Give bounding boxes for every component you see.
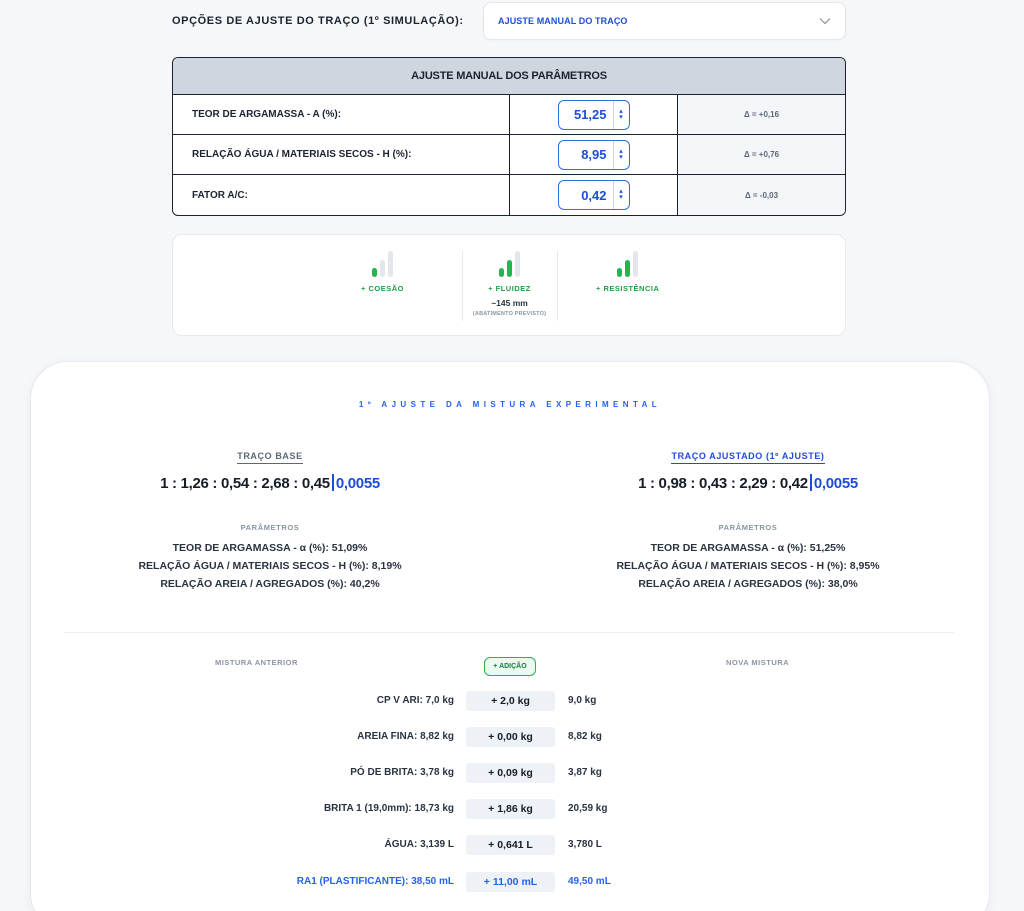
signal-bars-icon — [499, 251, 520, 277]
stepper-arrows-icon[interactable]: ▴ ▾ — [613, 141, 629, 169]
indicator-note: (ABATIMENTO PREVISTO) — [472, 311, 547, 317]
mix-previous: AREIA FINA: 8,82 kg — [357, 731, 454, 742]
stepper-value: 8,95 — [581, 147, 607, 162]
stepper-value: 0,42 — [581, 187, 607, 203]
mix-previous: RA1 (PLASTIFICANTE): 38,50 mL — [296, 876, 454, 887]
mix-addition: + 11,00 mL — [466, 872, 555, 892]
mix-previous: PÓ DE BRITA: 3,78 kg — [350, 767, 454, 778]
water-ratio-stepper[interactable] — [558, 140, 630, 170]
params-label: PARÂMETROS — [718, 523, 778, 532]
mix-row — [31, 799, 991, 819]
adjust-options-select[interactable] — [483, 2, 846, 40]
indicator-label: + FLUIDEZ — [488, 284, 531, 293]
adjust-options-selected: AJUSTE MANUAL DO TRAÇO — [498, 16, 628, 26]
param-line: RELAÇÃO ÁGUA / MATERIAIS SECOS - H (%): 8,19% — [138, 560, 402, 572]
divider — [462, 251, 463, 321]
previous-mix-header: MISTURA ANTERIOR — [215, 658, 298, 667]
indicator-fluidity — [472, 251, 547, 317]
param-label: FATOR A/C: — [173, 175, 510, 215]
param-line: TEOR DE ARGAMASSA - α (%): 51,09% — [172, 542, 368, 554]
signal-bars-icon — [617, 251, 638, 277]
addition-badge: + ADIÇÃO — [484, 657, 536, 676]
mortar-content-stepper[interactable] — [558, 100, 630, 130]
wc-factor-stepper[interactable] — [558, 180, 630, 210]
mix-previous: CP V ARI: 7,0 kg — [376, 695, 454, 706]
stepper-arrows-icon[interactable]: ▴ ▾ — [613, 181, 629, 209]
adjusted-trace-value — [528, 474, 968, 492]
param-line: RELAÇÃO AREIA / AGREGADOS (%): 40,2% — [160, 578, 380, 590]
indicator-cohesion — [361, 251, 404, 293]
adjusted-trace-label: TRAÇO AJUSTADO (1º AJUSTE) — [671, 451, 824, 464]
mix-adjustment-card — [30, 361, 990, 911]
trace-additive: 0,0055 — [813, 475, 858, 492]
adjust-options-label: OPÇÕES DE AJUSTE DO TRAÇO (1º SIMULAÇÃO): — [172, 15, 464, 27]
mix-row — [31, 727, 991, 747]
manual-params-title: AJUSTE MANUAL DOS PARÂMETROS — [173, 58, 845, 95]
param-line: RELAÇÃO AREIA / AGREGADOS (%): 38,0% — [638, 578, 858, 590]
new-mix-header: NOVA MISTURA — [726, 658, 790, 667]
mix-previous: ÁGUA: 3,139 L — [384, 839, 454, 850]
indicators-card — [172, 234, 846, 336]
adjusted-trace-column — [528, 446, 968, 590]
base-trace-label: TRAÇO BASE — [237, 451, 303, 464]
mix-addition: + 1,86 kg — [466, 799, 555, 819]
mix-addition: + 0,641 L — [466, 835, 555, 855]
trace-separator — [810, 474, 812, 491]
mix-addition: + 0,09 kg — [466, 763, 555, 783]
mix-addition: + 2,0 kg — [466, 691, 555, 711]
mix-row-plasticizer — [31, 872, 991, 892]
indicator-value: ~145 mm — [491, 298, 528, 308]
trace-separator — [332, 474, 334, 491]
param-line: RELAÇÃO ÁGUA / MATERIAIS SECOS - H (%): 8,95% — [616, 560, 880, 572]
base-trace-value — [50, 474, 490, 492]
param-delta: Δ = +0,76 — [678, 135, 845, 174]
base-trace-column — [50, 446, 490, 590]
mix-row — [31, 835, 991, 855]
indicator-label: + COESÃO — [361, 284, 404, 293]
param-delta: Δ = -0,03 — [678, 175, 845, 215]
adjust-options-row — [172, 2, 846, 40]
mix-addition: + 0,00 kg — [466, 727, 555, 747]
param-label: TEOR DE ARGAMASSA - A (%): — [173, 95, 510, 134]
param-label: RELAÇÃO ÁGUA / MATERIAIS SECOS - H (%): — [173, 135, 510, 174]
chevron-down-icon — [819, 17, 831, 25]
mix-row — [31, 691, 991, 711]
mix-new: 49,50 mL — [568, 876, 611, 887]
param-line: TEOR DE ARGAMASSA - α (%): 51,25% — [650, 542, 846, 554]
stepper-arrows-icon[interactable]: ▴ ▾ — [613, 101, 629, 129]
mix-new: 8,82 kg — [568, 731, 602, 742]
param-row-water — [173, 135, 845, 175]
params-label: PARÂMETROS — [240, 523, 300, 532]
mix-new: 3,87 kg — [568, 767, 602, 778]
trace-ratio: 1 : 0,98 : 0,43 : 2,29 : 0,42 — [638, 475, 808, 492]
indicator-resistance — [596, 251, 659, 293]
divider — [557, 251, 558, 321]
mix-previous: BRITA 1 (19,0mm): 18,73 kg — [323, 803, 454, 814]
section-divider — [64, 632, 954, 633]
signal-bars-icon — [372, 251, 393, 277]
trace-additive: 0,0055 — [335, 475, 380, 492]
trace-ratio: 1 : 1,26 : 0,54 : 2,68 : 0,45 — [160, 475, 330, 492]
card-title: 1º AJUSTE DA MISTURA EXPERIMENTAL — [358, 400, 662, 409]
stepper-value: 51,25 — [573, 107, 607, 122]
mix-new: 3,780 L — [568, 839, 602, 850]
param-delta: Δ = +0,16 — [678, 95, 845, 134]
param-row-mortar — [173, 95, 845, 135]
manual-params-table — [172, 57, 846, 216]
mix-new: 9,0 kg — [568, 695, 597, 706]
param-row-wc — [173, 175, 845, 215]
mix-new: 20,59 kg — [568, 803, 608, 814]
mix-row — [31, 763, 991, 783]
indicator-label: + RESISTÊNCIA — [596, 284, 660, 293]
